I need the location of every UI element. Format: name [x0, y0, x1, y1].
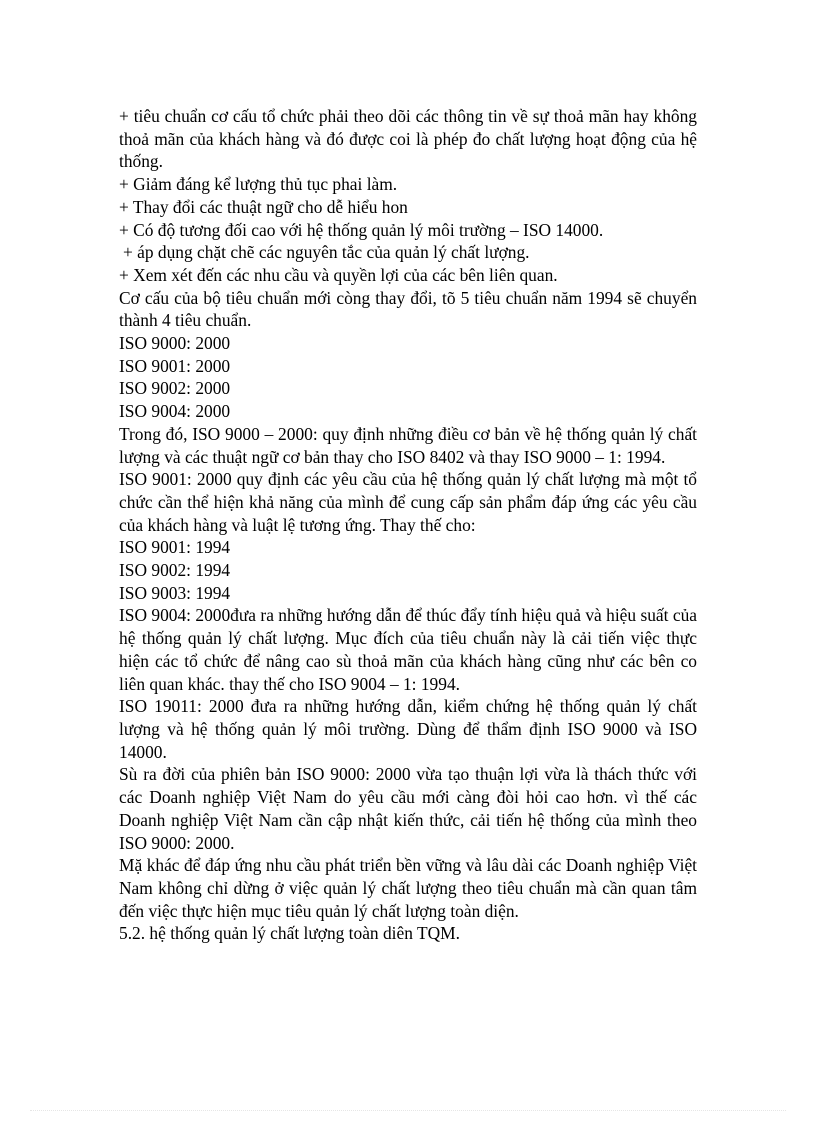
paragraph-phienban-moi: Sù ra đời của phiên bản ISO 9000: 2000 vừa tạo thuận lợi vừa là thách thức với các Doanh nghiệp Việt Nam do yêu cầu mới càng đòi hỏi cao hơn. vì thế các Doanh nghiệp Việt Nam cần cập nhật kiến thức, cải tiến hệ thống của mình theo ISO 9000: 2000. [119, 764, 697, 853]
document-body [119, 105, 697, 945]
bullet-quyenloi: + Xem xét đến các nhu cầu và quyền lợi của các bên liên quan. [119, 264, 558, 285]
bullet-nguyentac: + áp dụng chặt chẽ các nguyên tắc của quản lý chất lượng. [123, 242, 530, 263]
paragraph-phattrien-benvung: Mặ khác để đáp ứng nhu cầu phát triển bền vững và lâu dài các Doanh nghiệp Việt Nam không chỉ dừng ở việc quản lý chất lượng theo tiêu chuẩn mà cần quan tâm đến việc thực hiện mục tiêu quản lý chất lượng toàn diện. [119, 855, 697, 921]
paragraph-iso9000-definition: Trong đó, ISO 9000 – 2000: quy định những điều cơ bản về hệ thống quản lý chất lượng và các thuật ngữ cơ bản thay cho ISO 8402 và thay ISO 9000 – 1: 1994. [119, 423, 697, 467]
list-item-iso9002-1994: ISO 9002: 1994 [119, 560, 231, 581]
list-item-iso9003-1994: ISO 9003: 1994 [119, 582, 231, 603]
bullet-iso14000: + Có độ tương đối cao với hệ thống quản lý môi trường – ISO 14000. [119, 219, 604, 240]
paragraph-cocau-bo-tieuchuan: Cơ cấu của bộ tiêu chuẩn mới còng thay đổi, tõ 5 tiêu chuẩn năm 1994 sẽ chuyển thành 4 tiêu chuẩn. [119, 287, 697, 331]
paragraph-iso19011-definition: ISO 19011: 2000 đưa ra những hướng dẫn, kiểm chứng hệ thống quản lý chất lượng và hệ thống quản lý môi trường. Dùng để thẩm định ISO 9000 và ISO 14000. [119, 696, 697, 762]
section-heading-tqm: 5.2. hệ thống quản lý chất lượng toàn diên TQM. [119, 923, 460, 944]
bullet-giam-thutuc: + Giảm đáng kể lượng thủ tục phai làm. [119, 174, 398, 195]
paragraph-cocau-theodoi: + tiêu chuẩn cơ cấu tổ chức phải theo dõi các thông tin về sự thoả mãn hay không thoả mãn của khách hàng và đó được coi là phép đo chất lượng hoạt động của hệ thống. [119, 106, 697, 172]
page-bottom-divider [30, 1110, 786, 1111]
list-item-iso9001-1994: ISO 9001: 1994 [119, 537, 231, 558]
list-item-iso9000-2000: ISO 9000: 2000 [119, 333, 231, 354]
list-item-iso9002-2000: ISO 9002: 2000 [119, 378, 231, 399]
list-item-iso9001-2000: ISO 9001: 2000 [119, 355, 231, 376]
list-item-iso9004-2000: ISO 9004: 2000 [119, 401, 231, 422]
paragraph-iso9001-definition: ISO 9001: 2000 quy định các yêu cầu của hệ thống quản lý chất lượng mà một tổ chức cần thể hiện khả năng của mình để cung cấp sản phẩm đáp ứng các yêu cầu của khách hàng và luật lệ tương ứng. Thay thế cho: [119, 469, 697, 535]
bullet-thaydoi-thuatngu: + Thay đổi các thuật ngữ cho dễ hiểu hon [119, 196, 408, 217]
paragraph-iso9004-definition: ISO 9004: 2000đưa ra những hướng dẫn để thúc đẩy tính hiệu quả và hiệu suất của hệ thống quản lý chất lượng. Mục đích của tiêu chuẩn này là cải tiến việc thực hiện các tổ chức để nâng cao sù thoả mãn của khách hàng cũng như các bên co liên quan khác. thay thế cho ISO 9004 – 1: 1994. [119, 605, 697, 694]
